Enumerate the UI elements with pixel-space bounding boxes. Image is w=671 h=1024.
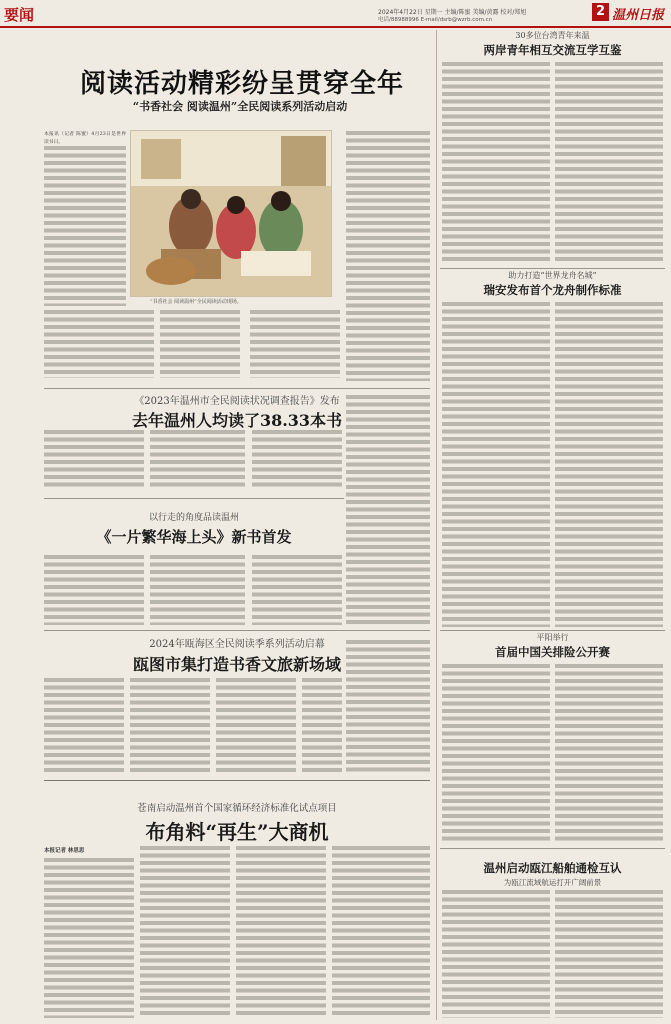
- divider-3: [44, 630, 430, 631]
- side3-kicker: 平阳举行: [536, 633, 569, 642]
- side2-text-col2: [555, 302, 663, 627]
- ouhai-kicker: 2024年瓯海区全民阅读季系列活动启幕: [149, 639, 325, 650]
- side2-title: 瑞安发布首个龙舟制作标准: [483, 283, 622, 297]
- survey-text-col3: [252, 430, 342, 490]
- side1-text-col1: [442, 62, 550, 262]
- lead-text-col2: [346, 131, 430, 381]
- column-separator: [436, 30, 437, 1020]
- survey-kicker: 《2023年温州市全民阅读状况调查报告》发布: [134, 396, 340, 407]
- survey-text-col2: [150, 430, 245, 490]
- mid-text-col: [346, 395, 430, 625]
- lead-photo: [130, 130, 332, 297]
- paper-logo: 温州日报: [612, 8, 665, 23]
- lead-text-col4: [250, 310, 340, 378]
- side-divider-1: [440, 268, 665, 269]
- cloth-title: 布角料“再生”大商机: [145, 820, 329, 844]
- masthead: [0, 0, 671, 26]
- lead-text-col5: [44, 310, 154, 378]
- side4-text-col1: [442, 890, 550, 1018]
- lead-subtitle: “书香社会 阅读温州”全民阅读系列活动启动: [132, 100, 348, 113]
- cloth-kicker: 苍南启动温州首个国家循环经济标准化试点项目: [137, 803, 337, 814]
- side-divider-3: [440, 848, 665, 849]
- ouhai-text-col5: [346, 640, 430, 775]
- side3-text-col1: [442, 664, 550, 842]
- side2-text-col1: [442, 302, 550, 627]
- cloth-text-col1: [44, 858, 134, 1018]
- ouhai-text-col1: [44, 678, 124, 773]
- ouhai-title: 瓯图市集打造书香文旅新场域: [132, 655, 341, 674]
- cloth-text-col4: [332, 846, 430, 1018]
- side3-title: 首届中国关排险公开赛: [495, 645, 610, 659]
- date-line: 2024年4月22日 星期一 主编/陈蜜 美编/黄露 校对/郑旭: [378, 9, 527, 16]
- cloth-text-col3: [236, 846, 326, 1018]
- side4-text-col2: [555, 890, 663, 1018]
- page-number: 2: [592, 3, 609, 21]
- side4-subtitle: 为瓯江流域航运打开广阔前景: [503, 878, 602, 887]
- ouhai-text-col2: [130, 678, 210, 773]
- side-divider-2: [440, 630, 665, 631]
- side4-title: 温州启动瓯江船舶通检互认: [483, 861, 622, 875]
- lead-text-col1: [44, 146, 126, 306]
- cloth-byline: 本报记者 林思思: [44, 848, 85, 854]
- side3-text-col2: [555, 664, 663, 842]
- section-label: 要闻: [4, 6, 35, 24]
- children-reading-illustration: [131, 131, 331, 296]
- shanghai-text-col2: [150, 555, 245, 625]
- shanghai-text-col1: [44, 555, 144, 625]
- divider-4: [44, 780, 430, 781]
- side1-title: 两岸青年相互交流互学互鉴: [483, 43, 622, 57]
- side2-kicker: 助力打造“世界龙舟名城”: [508, 271, 597, 280]
- lead-dateline: 本报讯（记者 陈蜜）4月23日是世界读书日。: [44, 132, 126, 145]
- cloth-text-col2: [140, 846, 230, 1018]
- ouhai-text-col3: [216, 678, 296, 773]
- divider-2: [44, 498, 344, 499]
- side1-kicker: 30多位台湾青年来温: [515, 31, 590, 40]
- shanghai-text-col3: [252, 555, 342, 625]
- divider-1: [44, 388, 430, 389]
- shanghai-title: 《一片繁华海上头》新书首发: [96, 528, 292, 546]
- shanghai-kicker: 以行走的角度品读温州: [148, 513, 239, 523]
- ouhai-text-col4: [302, 678, 342, 773]
- survey-text-col1: [44, 430, 144, 490]
- lead-title: 阅读活动精彩纷呈贯穿全年: [80, 69, 405, 99]
- survey-title: 去年温州人均读了38.33本书: [131, 411, 343, 430]
- lead-text-col3: [160, 310, 240, 378]
- lead-photo-caption: “书香社会 阅读温州”全民阅读活动现场。: [150, 299, 242, 305]
- side1-text-col2: [555, 62, 663, 262]
- contact-line: 电话/88988996 E-mail/dsrb@wzrb.com.cn: [378, 17, 493, 23]
